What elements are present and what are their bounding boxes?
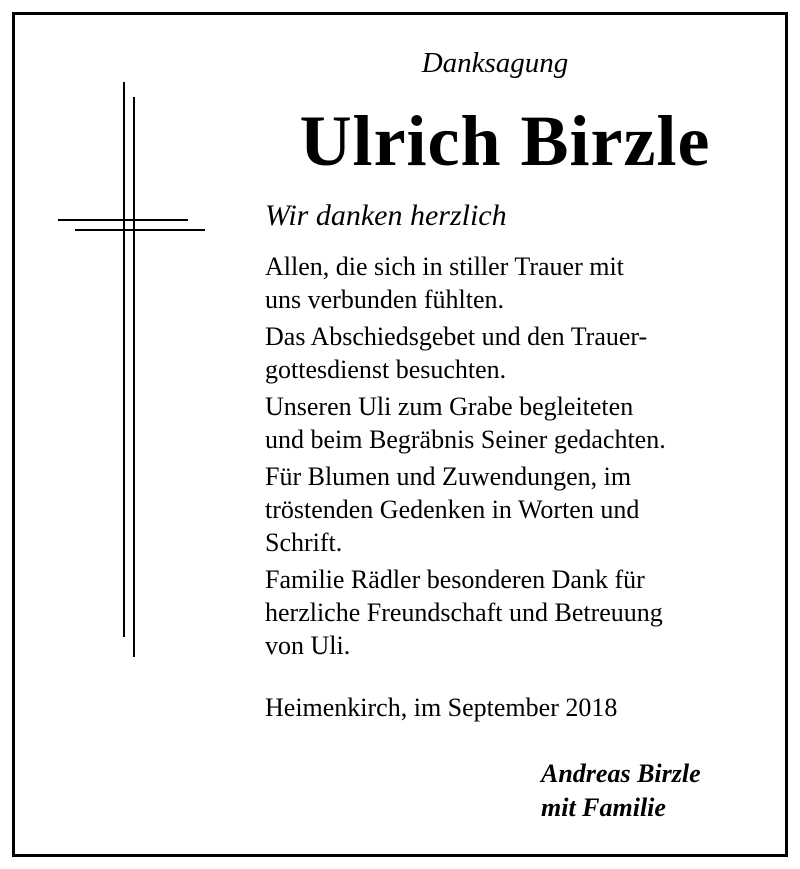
text-line: und beim Begräbnis Seiner gedachten. — [265, 425, 666, 454]
text-line: Das Abschiedsgebet und den Trauer- — [265, 322, 648, 351]
text-line: Familie Rädler besonderen Dank für — [265, 565, 645, 594]
text-line: Für Blumen und Zuwendungen, im — [265, 462, 632, 491]
text-line: herzliche Freundschaft und Betreuung — [265, 598, 663, 627]
text-line: uns verbunden fühlten. — [265, 285, 505, 314]
paragraph — [265, 250, 765, 316]
thanks-heading: Wir danken herzlich — [265, 199, 507, 232]
notice-subtitle: Danksagung — [421, 47, 569, 79]
text-line: tröstenden Gedenken in Worten und — [265, 495, 640, 524]
thanks-body — [265, 250, 765, 666]
paragraph — [265, 390, 765, 456]
text-line: gottesdienst besuchten. — [265, 355, 507, 384]
paragraph — [265, 460, 765, 559]
text-line: von Uli. — [265, 631, 351, 660]
signature — [541, 757, 701, 825]
paragraph — [265, 320, 765, 386]
signature-name: Andreas Birzle — [541, 759, 701, 788]
text-line: Schrift. — [265, 528, 343, 557]
paragraph — [265, 563, 765, 662]
text-line: Allen, die sich in stiller Trauer mit — [265, 252, 624, 281]
deceased-name: Ulrich Birzle — [299, 101, 711, 181]
place-date: Heimenkirch, im September 2018 — [265, 693, 618, 722]
signature-family: mit Familie — [541, 793, 666, 822]
text-line: Unseren Uli zum Grabe begleiteten — [265, 392, 634, 421]
